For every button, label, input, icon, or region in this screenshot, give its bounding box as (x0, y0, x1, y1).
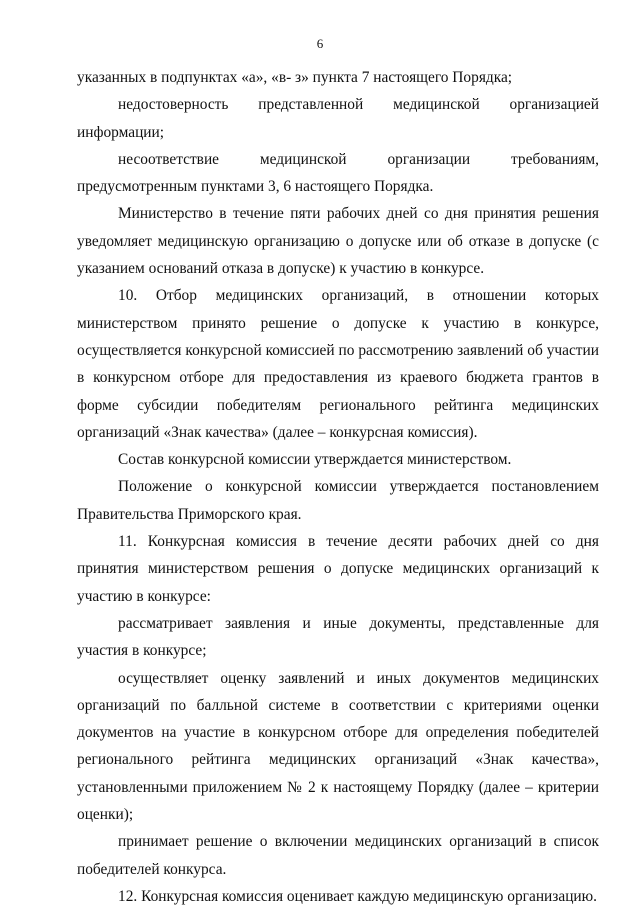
paragraph: 11. Конкурсная комиссия в течение десяти рабочих дней со дня принятия министерством решения о допуске медицинских организаций к участию в конкурсе: (77, 533, 599, 605)
paragraph: осуществляет оценку заявлений и иных документов медицинских организаций по балльной системе в соответствии с критериями оценки документов на участие в конкурсном отборе для определения победителей регионального рейтинга медицинских организаций «Знак качества», установленными приложением № 2 к настоящему Порядку (далее – критерии оценки); (77, 669, 599, 824)
paragraph: 10. Отбор медицинских организаций, в отношении которых министерством принято решение о допуске к участию в конкурсе, осуществляется конкурсной комиссией по рассмотрению заявлений об участии в конкурсном отборе для предоставления из краевого бюджета грантов в форме субсидии победителям регионального рейтинга медицинских организаций «Знак качества» (далее – конкурсная комиссия). (77, 287, 599, 441)
paragraph: рассматривает заявления и иные документы, представленные для участия в конкурсе; (77, 614, 599, 660)
paragraph: недостоверность представленной медицинской организацией информации; (77, 96, 599, 141)
paragraph: Положение о конкурсной комиссии утверждается постановлением Правительства Приморского края. (77, 478, 599, 523)
page-number: 6 (316, 36, 324, 51)
paragraph: указанных в подпунктах «а», «в- з» пункта 7 настоящего Порядка; (77, 69, 513, 86)
paragraph: принимает решение о включении медицинских организаций в список победителей конкурса. (77, 833, 599, 878)
paragraph: 12. Конкурсная комиссия оценивает каждую медицинскую организацию. (118, 887, 598, 905)
paragraph: Состав конкурсной комиссии утверждается министерством. (118, 451, 512, 469)
document-body (77, 64, 599, 910)
paragraph: несоответствие медицинской организации требованиям, предусмотренным пунктами 3, 6 настоящего Порядка. (77, 150, 599, 196)
paragraph: Министерство в течение пяти рабочих дней со дня принятия решения уведомляет медицинскую организацию о допуске или об отказе в допуске (с указанием оснований отказа в допуске) к участию в конкурсе. (77, 205, 599, 278)
